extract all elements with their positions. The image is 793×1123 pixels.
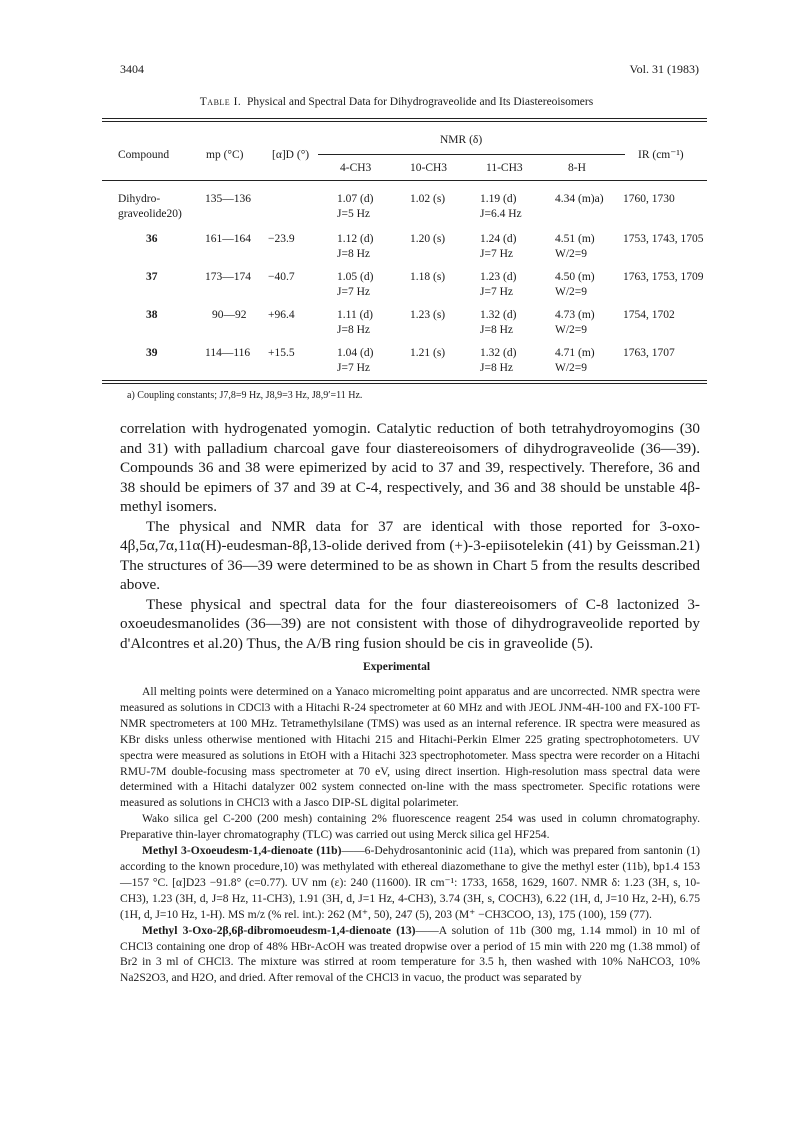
table-title: Physical and Spectral Data for Dihydrograveolide and Its Diastereoisomers (247, 96, 594, 108)
experimental-paragraph: All melting points were determined on a Yanaco micromelting point apparatus and are uncorrected. NMR spectra were measured as solutions in CDCl3 with a Hitachi R-24 spectrometer at 60 MHz and with JEOL JNM-4H-100 and FX-100 FT-NMR spectrometers at 100 MHz. Tetramethylsilane (TMS) was used as an internal reference. IR spectra were measured as KBr disks unless otherwise mentioned with Hitachi 215 and Hitachi-Perkin Elmer 225 grating spectrophotometers. UV spectra were measured as solutions in EtOH with a Hitachi 323 spectrophotometer. Mass spectra were recorder on a Hitachi RMU-7M double-focusing mass spectrometer at 70 eV, using direct insertion. High-resolution mass spectral data were determined with a Hitachi datalyzer 002 system connected on-line with the mass spectrometer. Specific rotations were measured as solutions in CHCl3 with a Jasco DIP-SL digital polarimeter. (120, 685, 700, 810)
cell-11-ch3-j: J=7 Hz (480, 248, 513, 260)
cell-compound: 39 (146, 347, 158, 359)
cell-11-ch3: 1.32 (d) (480, 309, 517, 321)
cell-8-h-width: W/2=9 (555, 248, 588, 260)
cell-ir: 1760, 1730 (623, 193, 675, 205)
cell-8-h: 4.34 (m)a) (555, 193, 604, 205)
cell-mp: 161—164 (205, 233, 251, 245)
cell-8-h-width: W/2=9 (555, 286, 588, 298)
cell-10-ch3: 1.20 (s) (410, 233, 446, 245)
cell-11-ch3-j: J=6.4 Hz (480, 208, 522, 220)
cell-rotation: +15.5 (268, 347, 295, 359)
cell-ir: 1763, 1753, 1709 (623, 271, 704, 283)
col-11-ch3: 11-CH3 (486, 162, 523, 174)
discussion-text (120, 419, 700, 653)
cell-10-ch3: 1.21 (s) (410, 347, 446, 359)
page-number: 3404 (120, 62, 144, 76)
cell-ir: 1753, 1743, 1705 (623, 233, 704, 245)
discussion-paragraph: These physical and spectral data for the four diastereoisomers of C-8 lactonized 3-oxoeudesmanolides (36—39) are not consistent with those of dihydrograveolide reported by d'Alcontres et al.20) Thus, the A/B ring fusion should be cis in graveolide (5). (120, 595, 700, 652)
cell-8-h: 4.50 (m) (555, 271, 595, 283)
discussion-paragraph: The physical and NMR data for 37 are identical with those reported for 3-oxo-4β,5α,7α,11α(H)-eudesman-8β,13-olide derived from (+)-3-epiisotelekin (41) by Geissman.21) The structures of 36—39 were determined to be as shown in Chart 5 from the results described above. (120, 517, 700, 593)
experimental-paragraph (120, 923, 700, 987)
experimental-paragraph (120, 843, 700, 923)
table-header-rule (102, 180, 707, 181)
cell-8-h: 4.51 (m) (555, 233, 595, 245)
table-top-rule-inner (102, 121, 707, 122)
cell-4-ch3: 1.04 (d) (337, 347, 374, 359)
cell-8-h: 4.71 (m) (555, 347, 595, 359)
cell-11-ch3: 1.23 (d) (480, 271, 517, 283)
cell-rotation: −40.7 (268, 271, 295, 283)
cell-11-ch3: 1.24 (d) (480, 233, 517, 245)
cell-11-ch3-j: J=8 Hz (480, 324, 513, 336)
col-10-ch3: 10-CH3 (410, 162, 448, 174)
cell-compound: 37 (146, 271, 158, 283)
cell-compound: Dihydro- (118, 193, 161, 205)
nmr-group-rule (318, 154, 625, 155)
cell-compound: 38 (146, 309, 158, 321)
volume-label: Vol. 31 (1983) (629, 62, 699, 76)
cell-4-ch3-j: J=8 Hz (337, 324, 370, 336)
cell-10-ch3: 1.02 (s) (410, 193, 446, 205)
cell-11-ch3-j: J=7 Hz (480, 286, 513, 298)
cell-4-ch3-j: J=7 Hz (337, 286, 370, 298)
col-mp: mp (°C) (206, 149, 244, 161)
col-4-ch3: 4-CH3 (340, 162, 372, 174)
table-label: Table I. (199, 96, 242, 108)
compound-heading: Methyl 3-Oxoeudesm-1,4-dienoate (11b) (142, 844, 342, 858)
cell-10-ch3: 1.23 (s) (410, 309, 446, 321)
cell-8-h: 4.73 (m) (555, 309, 595, 321)
cell-mp: 114—116 (205, 347, 251, 359)
experimental-paragraph: Wako silica gel C-200 (200 mesh) containing 2% fluorescence reagent 254 was used in column chromatography. Preparative thin-layer chromatography (TLC) was carried out using Merck silica gel HF254. (120, 812, 700, 842)
cell-4-ch3-j: J=8 Hz (337, 248, 370, 260)
procedure-text: ——A solution of 11b (300 mg, 1.14 mmol) in 10 ml of CHCl3 containing one drop of 48% HBr-AcOH was treated dropwise over a period of 15 min with 220 mg (1.38 mmol) of Br2 in 3 ml of CHCl3. The mixture was stirred at room temperature for 3.5 h, then washed with 10% NaHCO3, 10% Na2S2O3, and H2O, and dried. After removal of the CHCl3 in vacuo, the product was separated by (120, 923, 700, 985)
col-nmr-group: NMR (δ) (440, 134, 483, 146)
discussion-paragraph: correlation with hydrogenated yomogin. Catalytic reduction of both tetrahydroyomogins (30 and 31) with palladium charcoal gave four diastereoisomers of dihydrograveolide (36—39). Compounds 36 and 38 were epimerized by acid to 37 and 39, respectively. Therefore, 36 and 38 should be epimers of 37 and 39 at C-4, respectively, and 36 and 38 should be unstable 4β-methyl isomers. (120, 420, 700, 515)
cell-4-ch3: 1.12 (d) (337, 233, 374, 245)
cell-11-ch3: 1.32 (d) (480, 347, 517, 359)
cell-11-ch3: 1.19 (d) (480, 193, 517, 205)
cell-11-ch3-j: J=8 Hz (480, 362, 513, 374)
table-caption (0, 96, 793, 108)
cell-rotation: −23.9 (268, 233, 295, 245)
experimental-heading: Experimental (362, 661, 431, 673)
procedure-text: ——6-Dehydrosantoninic acid (11a), which was prepared from santonin (1) according to the known procedure,10) was methylated with ethereal diazomethane to give the methyl ester (11b), bp1.4 153—157 °C. [α]D23 −91.8° (c=0.77). UV nm (ε): 240 (11600). IR cm⁻¹: 1733, 1658, 1629, 1607. NMR δ: 1.23 (3H, s, 10-CH3), 1.23 (3H, d, J=8 Hz, 11-CH3), 1.91 (3H, d, J=1 Hz, 4-CH3), 3.74 (3H, s, COCH3), 6.22 (1H, d, J=10 Hz, 2-H), 6.75 (1H, d, J=10 Hz, 1-H). MS m/z (% rel. int.): 262 (M⁺, 50), 247 (5), 203 (M⁺ −CH3COO, 13), 175 (100), 159 (77). (120, 844, 700, 921)
cell-4-ch3: 1.05 (d) (337, 271, 374, 283)
experimental-text (120, 684, 700, 986)
table-bottom-rule-inner (102, 383, 707, 384)
cell-ir: 1754, 1702 (623, 309, 675, 321)
col-compound: Compound (118, 149, 170, 161)
table-footnote: a) Coupling constants; J7,8=9 Hz, J8,9=3 Hz, J8,9′=11 Hz. (127, 390, 363, 401)
cell-mp: 90—92 (212, 309, 247, 321)
table-top-rule (102, 118, 707, 119)
cell-4-ch3: 1.07 (d) (337, 193, 374, 205)
cell-8-h-width: W/2=9 (555, 362, 588, 374)
table-bottom-rule (102, 380, 707, 381)
cell-10-ch3: 1.18 (s) (410, 271, 446, 283)
cell-rotation: +96.4 (268, 309, 295, 321)
cell-mp: 173—174 (205, 271, 251, 283)
col-8-h: 8-H (568, 162, 586, 174)
cell-8-h-width: W/2=9 (555, 324, 588, 336)
cell-compound-cont: graveolide20) (118, 208, 182, 220)
cell-4-ch3-j: J=5 Hz (337, 208, 370, 220)
cell-ir: 1763, 1707 (623, 347, 675, 359)
cell-4-ch3: 1.11 (d) (337, 309, 373, 321)
col-ir: IR (cm⁻¹) (638, 149, 684, 161)
compound-heading: Methyl 3-Oxo-2β,6β-dibromoeudesm-1,4-dienoate (13) (142, 923, 416, 937)
col-rotation: [α]D (°) (272, 149, 310, 161)
cell-4-ch3-j: J=7 Hz (337, 362, 370, 374)
cell-mp: 135—136 (205, 193, 251, 205)
cell-compound: 36 (146, 233, 158, 245)
